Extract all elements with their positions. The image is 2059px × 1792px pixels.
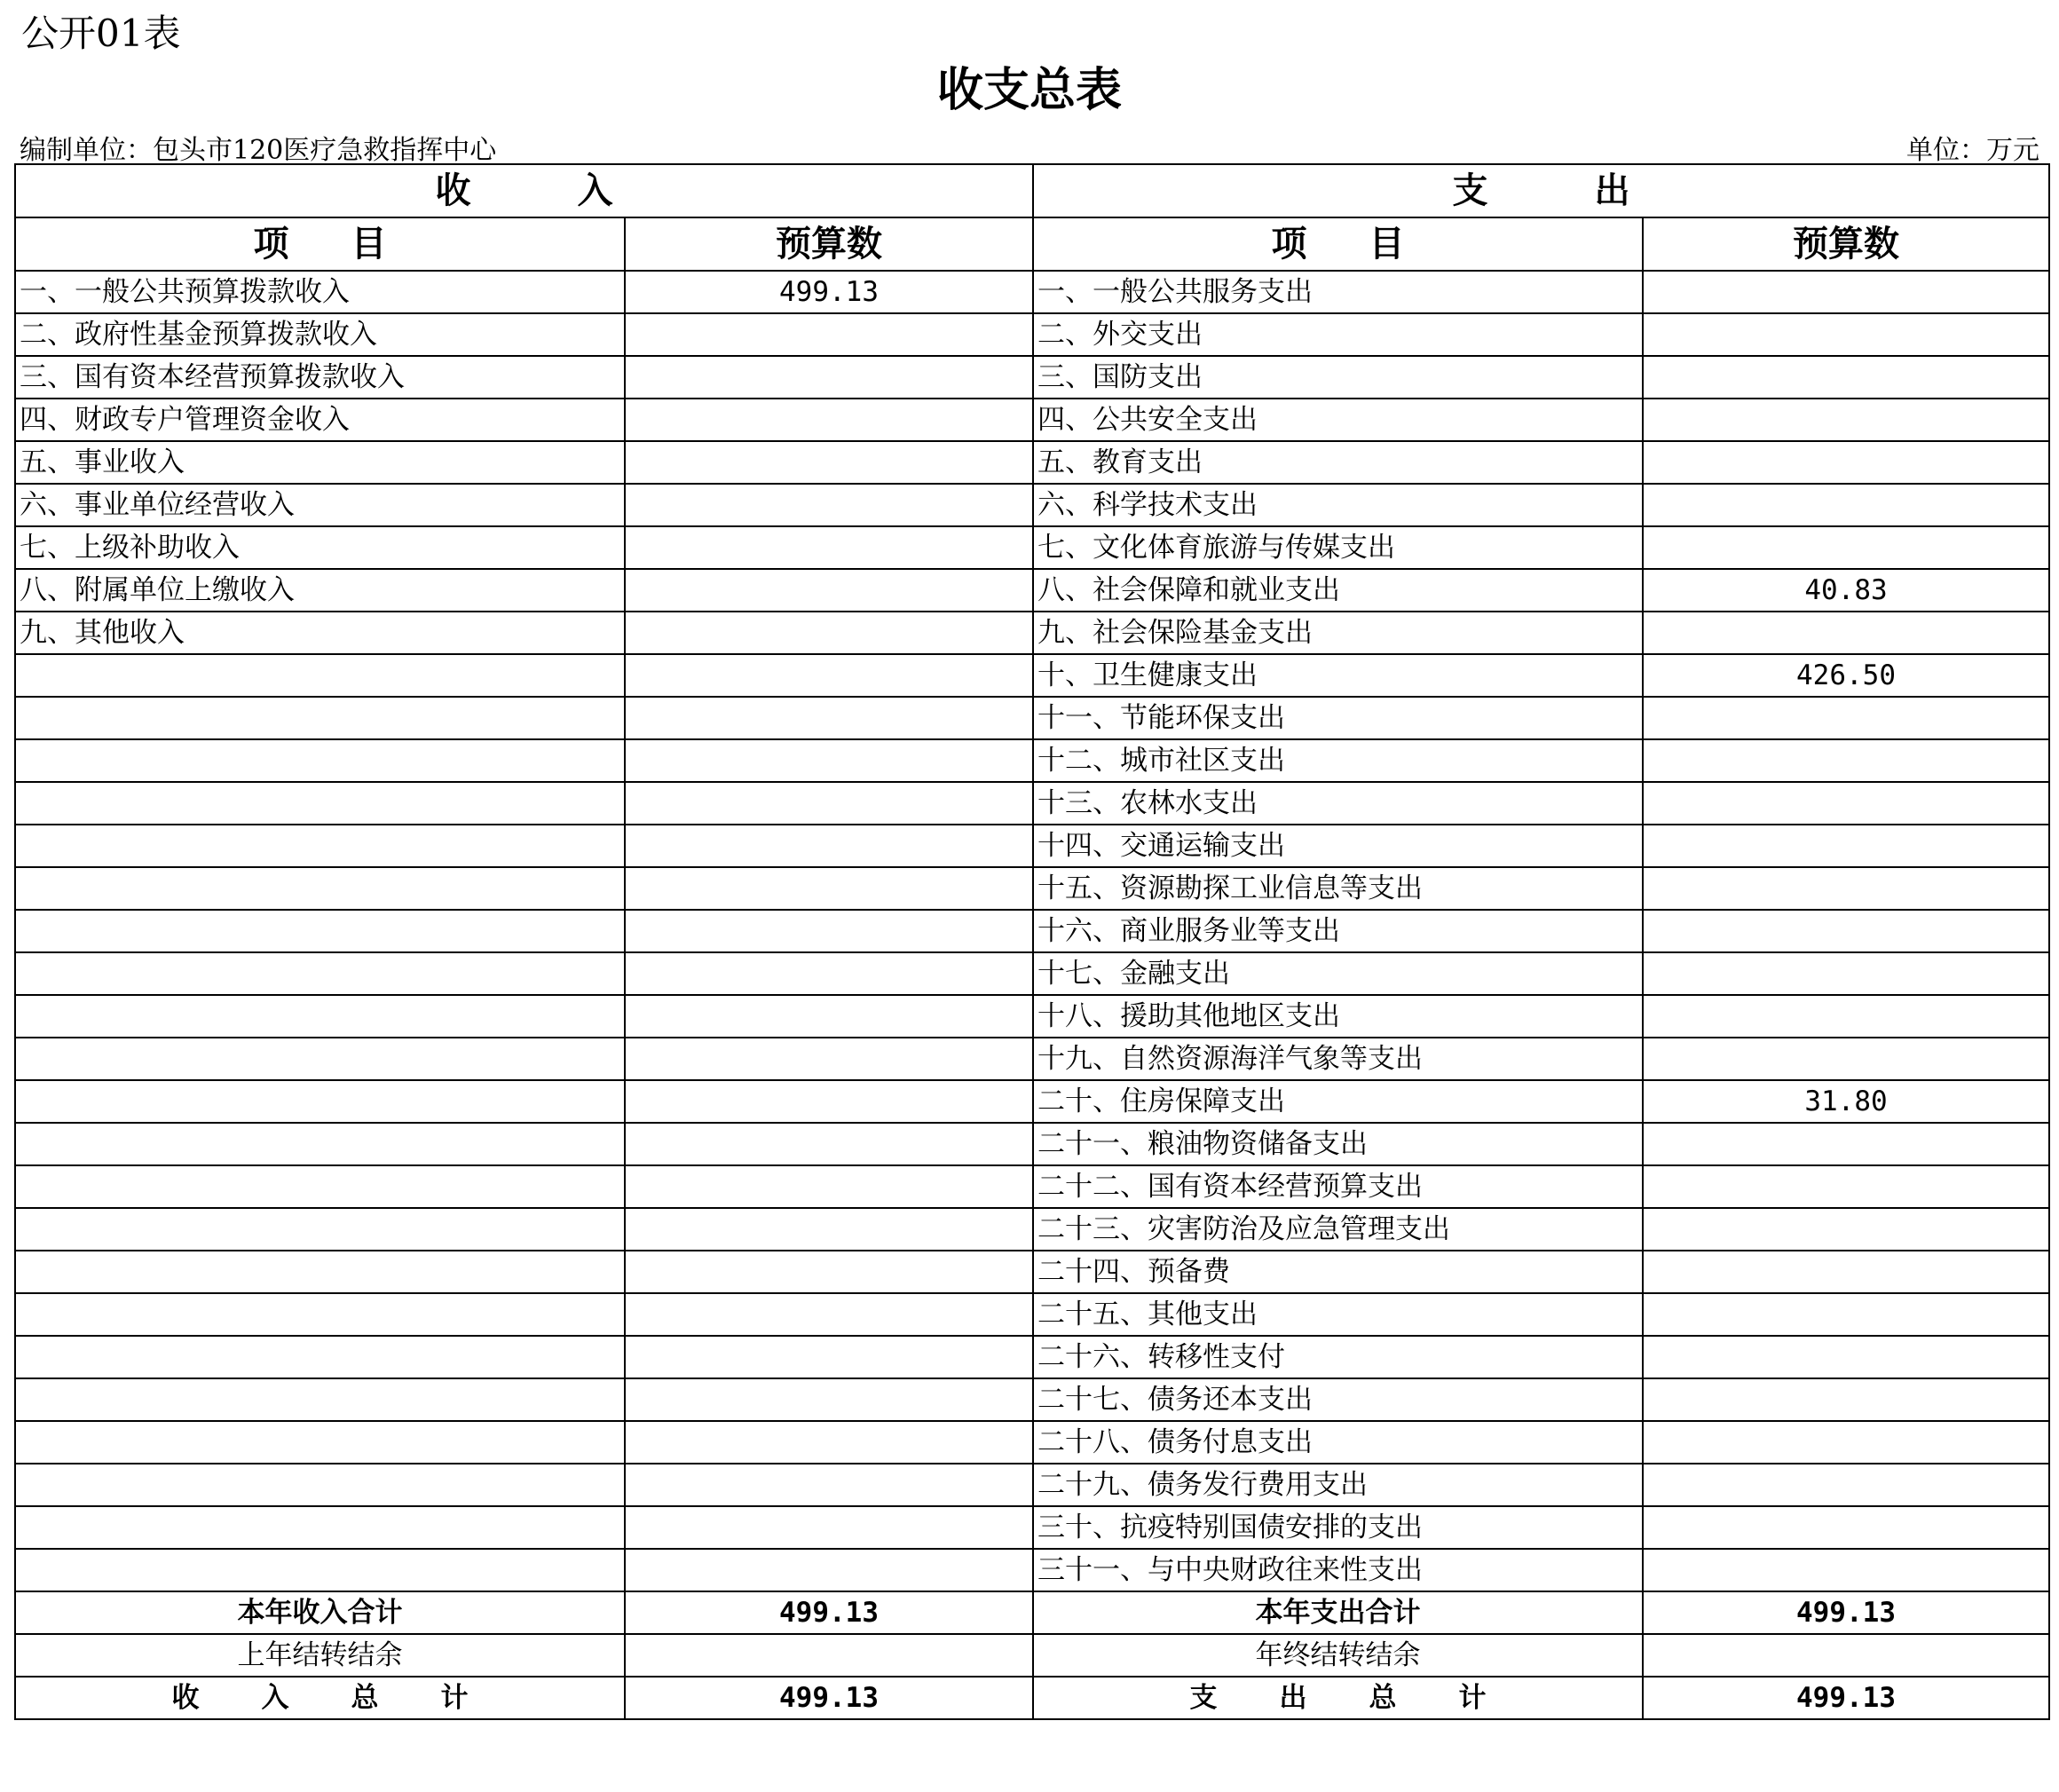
income-budget-cell — [625, 526, 1033, 569]
income-item-cell: 一、一般公共预算拨款收入 — [15, 271, 625, 313]
income-item-cell — [15, 1165, 625, 1208]
income-item-cell — [15, 1378, 625, 1421]
expense-item-cell: 二十六、转移性支付 — [1033, 1336, 1643, 1378]
expense-budget-cell — [1643, 441, 2049, 484]
expense-budget-cell — [1643, 995, 2049, 1038]
year-end-carryover-value — [1643, 1634, 2049, 1677]
expense-item-cell: 十一、节能环保支出 — [1033, 697, 1643, 739]
expense-budget-cell — [1643, 484, 2049, 526]
expense-section-header: 支出 — [1033, 164, 2049, 217]
expense-item-cell: 六、科学技术支出 — [1033, 484, 1643, 526]
income-budget-cell — [625, 1336, 1033, 1378]
income-item-cell — [15, 1336, 625, 1378]
expense-item-cell: 十二、城市社区支出 — [1033, 739, 1643, 782]
expense-budget-cell — [1643, 910, 2049, 952]
expense-budget-cell — [1643, 1549, 2049, 1591]
table-row — [15, 739, 2049, 782]
expense-budget-cell — [1643, 1421, 2049, 1464]
income-item-cell — [15, 1293, 625, 1336]
income-item-cell — [15, 739, 625, 782]
expense-budget-cell — [1643, 739, 2049, 782]
income-budget-cell — [625, 697, 1033, 739]
prior-year-carryover-value — [625, 1634, 1033, 1677]
expense-budget-header: 预算数 — [1643, 217, 2049, 271]
table-row — [15, 569, 2049, 612]
table-row — [15, 271, 2049, 313]
table-row — [15, 697, 2049, 739]
expense-budget-cell — [1643, 825, 2049, 867]
table-row — [15, 1549, 2049, 1591]
expense-item-cell: 十三、农林水支出 — [1033, 782, 1643, 825]
income-item-cell — [15, 1208, 625, 1251]
income-grand-total-label: 收入总计 — [15, 1677, 625, 1719]
income-budget-cell — [625, 1464, 1033, 1506]
table-row — [15, 654, 2049, 697]
table-row — [15, 612, 2049, 654]
expense-budget-cell — [1643, 1464, 2049, 1506]
table-row — [15, 1208, 2049, 1251]
expense-budget-cell — [1643, 1038, 2049, 1080]
expense-budget-cell — [1643, 697, 2049, 739]
table-row — [15, 1506, 2049, 1549]
table-row — [15, 910, 2049, 952]
year-expense-total-value: 499.13 — [1643, 1591, 2049, 1634]
expense-budget-cell — [1643, 1208, 2049, 1251]
carryover-row — [15, 1634, 2049, 1677]
expense-item-cell: 一、一般公共服务支出 — [1033, 271, 1643, 313]
income-budget-cell — [625, 1251, 1033, 1293]
income-budget-cell — [625, 1293, 1033, 1336]
income-budget-cell — [625, 1165, 1033, 1208]
compiling-unit: 编制单位：包头市120医疗急救指挥中心 — [20, 135, 497, 166]
expense-item-cell: 十七、金融支出 — [1033, 952, 1643, 995]
expense-budget-cell — [1643, 356, 2049, 399]
income-budget-cell — [625, 1038, 1033, 1080]
expense-item-cell: 二十三、灾害防治及应急管理支出 — [1033, 1208, 1643, 1251]
income-budget-cell — [625, 1123, 1033, 1165]
expense-budget-cell — [1643, 1251, 2049, 1293]
expense-item-cell: 二十九、债务发行费用支出 — [1033, 1464, 1643, 1506]
income-budget-cell — [625, 782, 1033, 825]
table-row — [15, 399, 2049, 441]
income-budget-cell — [625, 1080, 1033, 1123]
section-header-row — [15, 164, 2049, 217]
income-budget-cell — [625, 739, 1033, 782]
table-row — [15, 484, 2049, 526]
income-budget-cell — [625, 910, 1033, 952]
income-item-cell — [15, 1251, 625, 1293]
expense-budget-cell — [1643, 952, 2049, 995]
expense-item-cell: 三十、抗疫特别国债安排的支出 — [1033, 1506, 1643, 1549]
expense-item-cell: 十九、自然资源海洋气象等支出 — [1033, 1038, 1643, 1080]
table-row — [15, 1378, 2049, 1421]
income-budget-header: 预算数 — [625, 217, 1033, 271]
table-row — [15, 313, 2049, 356]
income-budget-cell — [625, 1378, 1033, 1421]
expense-item-cell: 十四、交通运输支出 — [1033, 825, 1643, 867]
table-row — [15, 995, 2049, 1038]
expense-item-cell: 三十一、与中央财政往来性支出 — [1033, 1549, 1643, 1591]
expense-budget-cell — [1643, 1378, 2049, 1421]
expense-grand-total-label: 支出总计 — [1033, 1677, 1643, 1719]
income-item-cell — [15, 995, 625, 1038]
table-row — [15, 1123, 2049, 1165]
expense-item-cell: 九、社会保险基金支出 — [1033, 612, 1643, 654]
currency-unit: 单位：万元 — [1906, 135, 2039, 166]
table-row — [15, 952, 2049, 995]
expense-budget-cell — [1643, 1506, 2049, 1549]
table-row — [15, 1336, 2049, 1378]
column-header-row — [15, 217, 2049, 271]
expense-item-cell: 二十七、债务还本支出 — [1033, 1378, 1643, 1421]
table-row — [15, 1251, 2049, 1293]
table-row — [15, 1464, 2049, 1506]
income-budget-cell — [625, 825, 1033, 867]
income-grand-total-value: 499.13 — [625, 1677, 1033, 1719]
expense-item-cell: 十、卫生健康支出 — [1033, 654, 1643, 697]
year-end-carryover-label: 年终结转结余 — [1033, 1634, 1643, 1677]
expense-item-cell: 五、教育支出 — [1033, 441, 1643, 484]
income-budget-cell — [625, 612, 1033, 654]
income-item-cell: 四、财政专户管理资金收入 — [15, 399, 625, 441]
income-item-cell — [15, 697, 625, 739]
expense-budget-cell — [1643, 526, 2049, 569]
expense-budget-cell: 31.80 — [1643, 1080, 2049, 1123]
income-item-cell — [15, 1506, 625, 1549]
income-budget-cell — [625, 399, 1033, 441]
expense-budget-cell: 40.83 — [1643, 569, 2049, 612]
income-item-cell: 五、事业收入 — [15, 441, 625, 484]
income-item-cell — [15, 1421, 625, 1464]
income-budget-cell — [625, 867, 1033, 910]
expense-item-cell: 二、外交支出 — [1033, 313, 1643, 356]
expense-item-header: 项目 — [1033, 217, 1643, 271]
table-row — [15, 867, 2049, 910]
expense-item-cell: 二十二、国有资本经营预算支出 — [1033, 1165, 1643, 1208]
income-budget-cell — [625, 1506, 1033, 1549]
income-item-cell — [15, 654, 625, 697]
year-expense-total-label: 本年支出合计 — [1033, 1591, 1643, 1634]
table-row — [15, 782, 2049, 825]
year-total-row — [15, 1591, 2049, 1634]
expense-item-cell: 二十八、债务付息支出 — [1033, 1421, 1643, 1464]
table-row — [15, 1080, 2049, 1123]
income-budget-cell — [625, 484, 1033, 526]
expense-budget-cell — [1643, 399, 2049, 441]
income-item-cell: 二、政府性基金预算拨款收入 — [15, 313, 625, 356]
expense-budget-cell — [1643, 313, 2049, 356]
table-row — [15, 1165, 2049, 1208]
table-row — [15, 526, 2049, 569]
table-row — [15, 1293, 2049, 1336]
income-budget-cell — [625, 441, 1033, 484]
income-budget-cell — [625, 569, 1033, 612]
income-item-cell — [15, 1038, 625, 1080]
expense-item-cell: 八、社会保障和就业支出 — [1033, 569, 1643, 612]
year-income-total-label: 本年收入合计 — [15, 1591, 625, 1634]
expense-budget-cell — [1643, 782, 2049, 825]
page-title: 收支总表 — [936, 63, 1122, 117]
income-item-cell — [15, 910, 625, 952]
income-item-cell — [15, 1080, 625, 1123]
table-row — [15, 825, 2049, 867]
expense-item-cell: 二十五、其他支出 — [1033, 1293, 1643, 1336]
expense-item-cell: 十八、援助其他地区支出 — [1033, 995, 1643, 1038]
income-item-cell — [15, 952, 625, 995]
grand-total-row — [15, 1677, 2049, 1719]
income-budget-cell — [625, 313, 1033, 356]
income-budget-cell — [625, 995, 1033, 1038]
expense-budget-cell — [1643, 867, 2049, 910]
prior-year-carryover-label: 上年结转结余 — [15, 1634, 625, 1677]
income-budget-cell: 499.13 — [625, 271, 1033, 313]
income-item-cell — [15, 782, 625, 825]
income-item-cell: 六、事业单位经营收入 — [15, 484, 625, 526]
expense-budget-cell — [1643, 1165, 2049, 1208]
table-row — [15, 1421, 2049, 1464]
table-row — [15, 441, 2049, 484]
expense-grand-total-value: 499.13 — [1643, 1677, 2049, 1719]
expense-budget-cell — [1643, 1293, 2049, 1336]
income-item-cell: 七、上级补助收入 — [15, 526, 625, 569]
income-budget-cell — [625, 952, 1033, 995]
expense-item-cell: 七、文化体育旅游与传媒支出 — [1033, 526, 1643, 569]
table-row — [15, 356, 2049, 399]
income-item-cell — [15, 867, 625, 910]
income-section-header: 收入 — [15, 164, 1033, 217]
year-income-total-value: 499.13 — [625, 1591, 1033, 1634]
income-item-cell: 八、附属单位上缴收入 — [15, 569, 625, 612]
income-item-cell — [15, 825, 625, 867]
expense-budget-cell — [1643, 1123, 2049, 1165]
expense-budget-cell — [1643, 612, 2049, 654]
income-item-cell — [15, 1123, 625, 1165]
income-item-cell: 三、国有资本经营预算拨款收入 — [15, 356, 625, 399]
income-item-cell — [15, 1464, 625, 1506]
expense-item-cell: 四、公共安全支出 — [1033, 399, 1643, 441]
income-budget-cell — [625, 1421, 1033, 1464]
expense-budget-cell — [1643, 1336, 2049, 1378]
income-budget-cell — [625, 654, 1033, 697]
expense-item-cell: 二十一、粮油物资储备支出 — [1033, 1123, 1643, 1165]
income-item-header: 项目 — [15, 217, 625, 271]
form-code: 公开01表 — [21, 12, 181, 55]
budget-table — [14, 163, 2050, 1720]
expense-budget-cell: 426.50 — [1643, 654, 2049, 697]
expense-item-cell: 二十、住房保障支出 — [1033, 1080, 1643, 1123]
expense-item-cell: 十五、资源勘探工业信息等支出 — [1033, 867, 1643, 910]
income-item-cell: 九、其他收入 — [15, 612, 625, 654]
income-item-cell — [15, 1549, 625, 1591]
expense-item-cell: 三、国防支出 — [1033, 356, 1643, 399]
expense-item-cell: 二十四、预备费 — [1033, 1251, 1643, 1293]
table-row — [15, 1038, 2049, 1080]
income-budget-cell — [625, 356, 1033, 399]
income-budget-cell — [625, 1208, 1033, 1251]
income-budget-cell — [625, 1549, 1033, 1591]
expense-budget-cell — [1643, 271, 2049, 313]
expense-item-cell: 十六、商业服务业等支出 — [1033, 910, 1643, 952]
